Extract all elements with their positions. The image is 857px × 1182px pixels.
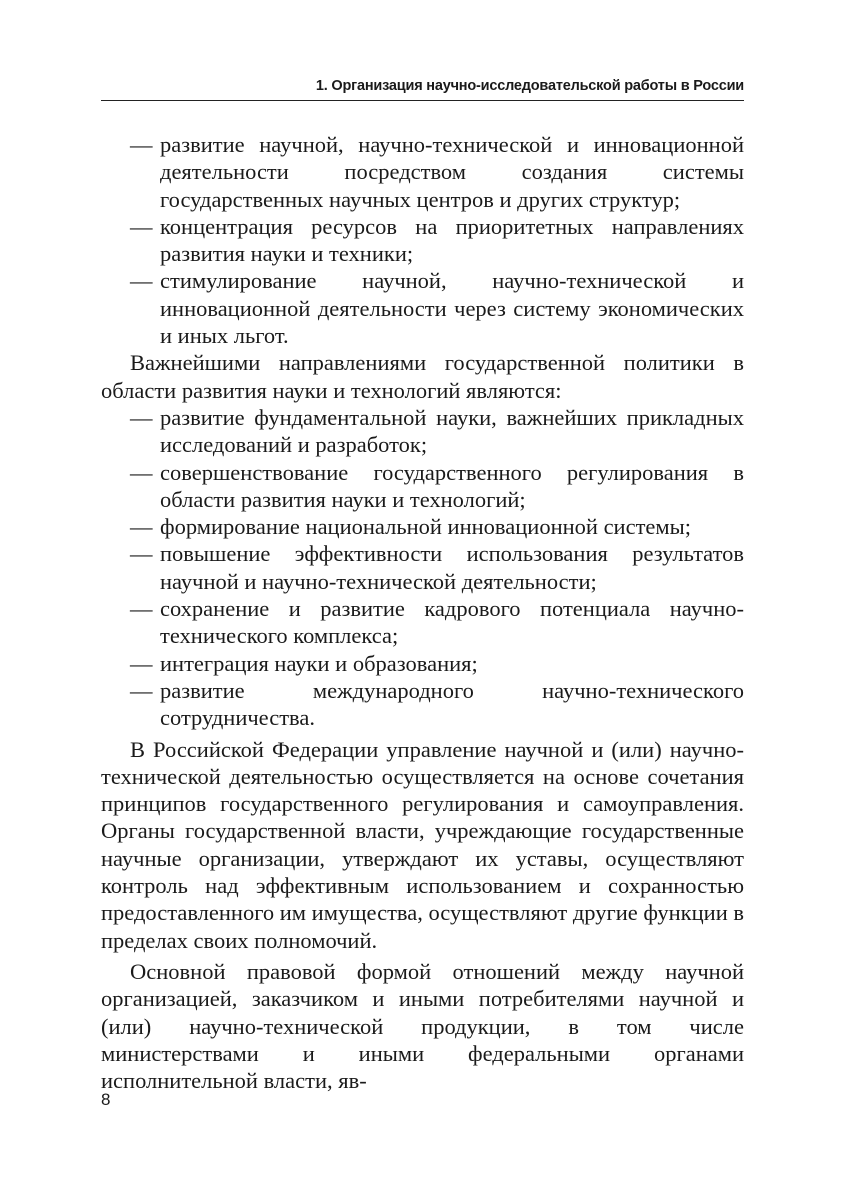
dash-marker: — bbox=[130, 541, 153, 567]
list-item-text: стимулирование научной, научно-технической и инновационной деятельности через систему экономических и иных льгот. bbox=[160, 268, 744, 349]
list-item-text: интеграция науки и образования; bbox=[160, 650, 478, 676]
list-item bbox=[101, 595, 744, 650]
list-item-text: повышение эффективности использования результатов научной и научно-технической деятельности; bbox=[160, 541, 744, 594]
dash-marker: — bbox=[130, 459, 153, 485]
list-item-text: совершенствование государственного регулирования в области развития науки и технологий; bbox=[160, 459, 744, 512]
dash-marker: — bbox=[130, 213, 153, 239]
list-item-text: развитие научной, научно-технической и инновационной деятельности посредством создания системы государственных научных центров и других структур; bbox=[160, 132, 744, 212]
list-item-text: сохранение и развитие кадрового потенциала научно-технического комплекса; bbox=[160, 596, 744, 649]
list-item bbox=[101, 677, 744, 732]
dash-marker: — bbox=[130, 404, 153, 430]
list-item bbox=[101, 540, 744, 595]
list-item-text: развитие фундаментальной науки, важнейших прикладных исследований и разработок; bbox=[160, 404, 744, 458]
list-item bbox=[101, 131, 744, 213]
paragraph-intro: Важнейшими направлениями государственной политики в области развития науки и технологий являются: bbox=[101, 350, 744, 403]
list-item-text: формирование национальной инновационной системы; bbox=[160, 514, 692, 540]
paragraph-governance: В Российской Федерации управление научной и (или) научно-технической деятельностью осуществляется на основе сочетания принципов государственного регулирования и самоуправления. Органы государственной власти, учреждающие государственные научные организации, утверждают их уставы, осуществляют контроль над эффективным использованием и сохранностью предоставленного им имущества, осуществляют другие функции в пределах своих полномочий. bbox=[101, 736, 744, 953]
list-item bbox=[101, 459, 744, 514]
dash-marker: — bbox=[130, 677, 153, 703]
dash-marker: — bbox=[130, 132, 153, 157]
list-item bbox=[101, 650, 744, 677]
list-item bbox=[101, 513, 744, 540]
list-item-text: концентрация ресурсов на приоритетных направлениях развития науки и техники; bbox=[160, 213, 744, 267]
dash-marker: — bbox=[130, 596, 153, 622]
paragraph-legal-form: Основной правовой формой отношений между научной организацией, заказчиком и иными потребителями научной и (или) научно-технической продукции, в том числе министерствами и иными федеральными органами исполнительной власти, яв- bbox=[101, 958, 744, 1094]
dash-marker: — bbox=[130, 268, 153, 294]
page-number: 8 bbox=[101, 1090, 111, 1109]
list-item bbox=[101, 213, 744, 268]
list-item-text: развитие международного научно-технического сотрудничества. bbox=[160, 677, 744, 731]
running-header bbox=[101, 72, 744, 101]
dash-marker: — bbox=[130, 650, 153, 676]
dash-marker: — bbox=[130, 514, 153, 540]
list-item bbox=[101, 404, 744, 459]
page-body bbox=[101, 131, 744, 1094]
running-title: 1. Организация научно-исследовательской работы в России bbox=[315, 78, 744, 94]
list-item bbox=[101, 267, 744, 349]
